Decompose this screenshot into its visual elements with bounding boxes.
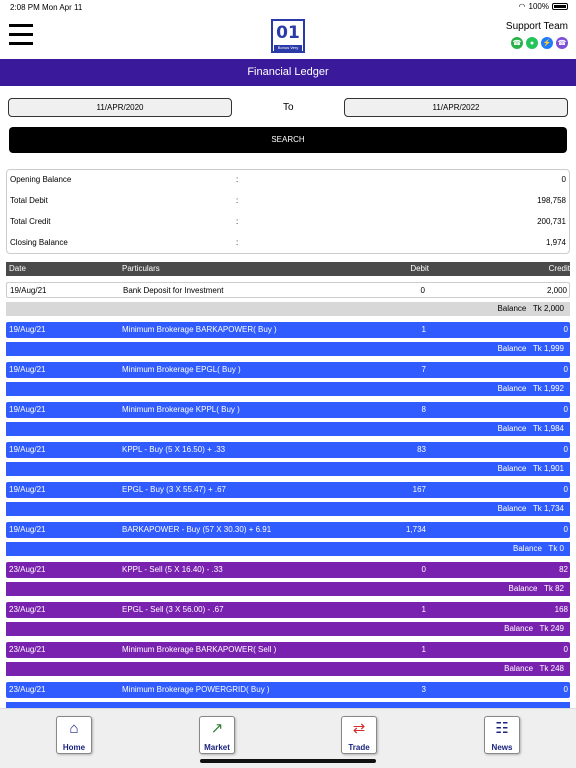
transaction-row[interactable] [6, 442, 570, 458]
news-icon: ☷ [495, 720, 509, 737]
transaction-row[interactable] [6, 322, 570, 338]
header-date: Date [9, 264, 26, 273]
transaction-row[interactable] [6, 402, 570, 418]
search-button[interactable]: SEARCH [9, 127, 567, 153]
wifi-icon: ◠ [518, 2, 526, 11]
row-date: 19/Aug/21 [9, 485, 46, 494]
transaction-row[interactable] [6, 482, 570, 498]
ledger-entry[interactable] [6, 402, 570, 442]
row-date: 19/Aug/21 [10, 286, 47, 295]
transaction-row[interactable] [6, 602, 570, 618]
row-debit: 83 [417, 445, 426, 454]
row-particulars: Minimum Brokerage POWERGRID( Buy ) [122, 685, 270, 694]
transaction-row[interactable] [6, 522, 570, 538]
running-balance: Balance Tk 248 [6, 662, 570, 676]
row-debit: 3 [421, 685, 426, 694]
summary-value: 198,758 [537, 196, 566, 205]
row-debit: 7 [421, 365, 426, 374]
nav-home[interactable] [56, 716, 92, 754]
status-bar [0, 0, 576, 14]
logo-number: 01 [276, 23, 300, 43]
support-icons [511, 37, 568, 49]
ledger-entry[interactable] [6, 522, 570, 562]
page-title: Financial Ledger [0, 59, 576, 86]
header-particulars: Particulars [122, 264, 160, 273]
battery-percent: 100% [528, 2, 549, 11]
summary-colon: : [236, 196, 239, 205]
summary-row [7, 212, 569, 233]
running-balance: Balance Tk 0 [6, 542, 570, 556]
summary-value: 200,731 [537, 217, 566, 226]
row-date: 19/Aug/21 [9, 325, 46, 334]
row-particulars: Bank Deposit for Investment [123, 286, 224, 295]
nav-market[interactable] [199, 716, 235, 754]
row-credit: 0 [563, 445, 568, 454]
row-particulars: KPPL - Sell (5 X 16.40) - .33 [122, 565, 223, 574]
row-credit: 0 [563, 325, 568, 334]
summary-label: Closing Balance [10, 238, 68, 247]
ledger-list[interactable] [6, 282, 570, 708]
summary-row [7, 170, 569, 191]
row-debit: 167 [412, 485, 426, 494]
support-team-label[interactable]: Support Team [505, 21, 568, 32]
transaction-row[interactable] [6, 282, 570, 298]
running-balance: Balance Tk 1,999 [6, 342, 570, 356]
row-credit: 0 [563, 485, 568, 494]
nav-market-label: Market [204, 743, 230, 752]
ledger-entry[interactable] [6, 282, 570, 322]
row-date: 23/Aug/21 [9, 565, 46, 574]
row-particulars: Minimum Brokerage KPPL( Buy ) [122, 405, 240, 414]
home-icon: ⌂ [69, 720, 79, 737]
row-debit: 1 [421, 645, 426, 654]
row-particulars: Minimum Brokerage BARKAPOWER( Sell ) [122, 645, 277, 654]
viber-icon[interactable]: ☎ [556, 37, 568, 49]
row-particulars: EPGL - Sell (3 X 56.00) - .67 [122, 605, 224, 614]
row-date: 23/Aug/21 [9, 605, 46, 614]
ledger-entry[interactable] [6, 602, 570, 642]
home-indicator [200, 759, 376, 763]
nav-news[interactable] [484, 716, 520, 754]
ledger-entry[interactable] [6, 642, 570, 682]
battery-icon [552, 3, 568, 10]
status-time: 2:08 PM [10, 3, 40, 12]
row-particulars: Minimum Brokerage EPGL( Buy ) [122, 365, 241, 374]
row-date: 23/Aug/21 [9, 645, 46, 654]
summary-value: 1,974 [545, 238, 566, 247]
status-right [519, 2, 568, 11]
messenger-icon[interactable]: ⚡ [541, 37, 553, 49]
row-credit: 82 [559, 565, 568, 574]
row-debit: 1,734 [405, 525, 426, 534]
row-particulars: KPPL - Buy (5 X 16.50) + .33 [122, 445, 226, 454]
ledger-entry[interactable] [6, 482, 570, 522]
summary-colon: : [236, 238, 239, 247]
ledger-entry[interactable] [6, 322, 570, 362]
app-header [0, 14, 576, 59]
header-credit: Credit [548, 264, 570, 273]
to-label: To [283, 102, 294, 113]
nav-home-label: Home [62, 743, 86, 752]
row-credit: 0 [563, 645, 568, 654]
summary-colon: : [236, 217, 239, 226]
transaction-row[interactable] [6, 362, 570, 378]
whatsapp-icon[interactable]: ● [526, 37, 538, 49]
nav-trade-label: Trade [348, 743, 370, 752]
ledger-entry[interactable] [6, 562, 570, 602]
running-balance: Balance Tk 2,000 [6, 302, 570, 316]
running-balance: Balance Tk 1,734 [6, 502, 570, 516]
summary-label: Total Debit [10, 196, 48, 205]
summary-value: 0 [561, 175, 566, 184]
row-particulars: BARKAPOWER - Buy (57 X 30.30) + 6.91 [122, 525, 272, 534]
transaction-row[interactable] [6, 642, 570, 658]
running-balance: Balance Tk 1,984 [6, 422, 570, 436]
from-date-field[interactable]: 11/APR/2020 [8, 98, 232, 117]
row-credit: 0 [563, 405, 568, 414]
summary-label: Total Credit [10, 217, 51, 226]
summary-label: Opening Balance [10, 175, 72, 184]
row-debit: 8 [421, 405, 426, 414]
summary-row [7, 191, 569, 212]
transaction-row[interactable] [6, 682, 570, 698]
brand-logo [271, 19, 305, 53]
running-balance: Balance Tk 249 [6, 622, 570, 636]
row-credit: 2,000 [546, 286, 567, 295]
running-balance: Balance Tk 1,992 [6, 382, 570, 396]
running-balance: Balance Tk 82 [6, 582, 570, 596]
ledger-table-header [6, 262, 570, 276]
row-debit: 0 [421, 565, 426, 574]
row-date: 23/Aug/21 [9, 685, 46, 694]
row-debit: 0 [420, 286, 425, 295]
ledger-entry[interactable] [6, 442, 570, 482]
row-particulars: Minimum Brokerage BARKAPOWER( Buy ) [122, 325, 277, 334]
trade-icon: ⇄ [352, 720, 366, 737]
nav-news-label: News [491, 743, 513, 752]
nav-trade[interactable] [341, 716, 377, 754]
summary-colon: : [236, 175, 239, 184]
transaction-row[interactable] [6, 562, 570, 578]
ledger-entry[interactable] [6, 362, 570, 402]
ledger-entry[interactable] [6, 682, 570, 708]
summary-row [7, 233, 569, 254]
row-date: 19/Aug/21 [9, 365, 46, 374]
row-credit: 0 [563, 365, 568, 374]
logo-tagline: Bonus Very [274, 45, 302, 51]
row-credit: 168 [554, 605, 568, 614]
row-debit: 1 [421, 605, 426, 614]
phone-icon[interactable]: ☎ [511, 37, 523, 49]
market-chart-icon: ↗ [210, 720, 224, 737]
row-date: 19/Aug/21 [9, 445, 46, 454]
row-credit: 0 [563, 685, 568, 694]
header-debit: Debit [410, 264, 429, 273]
row-debit: 1 [421, 325, 426, 334]
running-balance: Balance Tk 1,901 [6, 462, 570, 476]
balance-summary [6, 169, 570, 254]
row-particulars: EPGL - Buy (3 X 55.47) + .67 [122, 485, 226, 494]
menu-icon[interactable] [9, 24, 33, 46]
row-date: 19/Aug/21 [9, 525, 46, 534]
row-date: 19/Aug/21 [9, 405, 46, 414]
to-date-field[interactable]: 11/APR/2022 [344, 98, 568, 117]
status-date: Mon Apr 11 [42, 3, 83, 12]
row-credit: 0 [563, 525, 568, 534]
